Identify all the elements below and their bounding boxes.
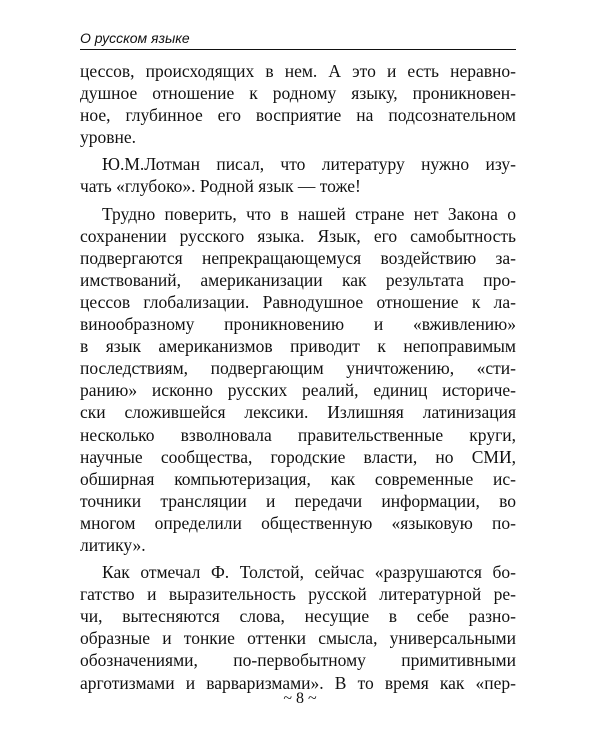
text-line: обширная компьютеризация, как современные ис- [80, 468, 516, 489]
text-line: душное отношение к родному языку, проникновен- [80, 83, 516, 104]
text-line: научные сообщества, городские власти, но СМИ, [80, 446, 516, 467]
header-rule [80, 49, 516, 50]
text-line: ное, глубинное его восприятие на подсознательном [80, 105, 516, 126]
text-line: многом определили общественную «языковую по- [80, 512, 516, 533]
text-line: обозначениями, по-первобытному примитивными [80, 650, 516, 671]
text-line: несколько взволновала правительственные круги, [80, 424, 516, 445]
text-line: ски сложившейся лексики. Излишняя латинизация [80, 402, 516, 423]
text-line: литику». [80, 534, 146, 555]
text-line: Ю.М.Лотман писал, что литературу нужно изу- [102, 154, 516, 175]
text-line: сохранении русского языка. Язык, его самобытность [80, 225, 516, 246]
text-line: Как отмечал Ф. Толстой, сейчас «разрушаются бо- [102, 562, 516, 583]
text-line: гатство и выразительность русской литературной ре- [80, 584, 516, 605]
text-line: образные и тонкие оттенки смысла, универсальными [80, 628, 516, 649]
text-line: цессов глобализации. Равнодушное отношение к ла- [80, 291, 516, 312]
page-number: ~ 8 ~ [283, 690, 317, 707]
text-line: уровне. [80, 127, 137, 148]
text-line: последствиям, подвергающим уничтожению, «сти- [80, 358, 516, 379]
text-line: Трудно поверить, что в нашей стране нет Закона о [102, 203, 516, 224]
text-line: точники трансляции и передачи информации, во [80, 490, 516, 511]
text-line: цессов, происходящих в нем. А это и есть неравно- [80, 61, 516, 81]
text-line: ранию» исконно русских реалий, единиц историче- [80, 380, 516, 401]
text-line: имствований, американизации как результата про- [80, 269, 516, 290]
text-line: арготизмами и варваризмами». В то время как «пер- [80, 672, 516, 693]
body-text [80, 60, 516, 694]
text-line: винообразному проникновению и «вживлению» [80, 314, 516, 335]
text-line: чи, вытесняются слова, несущие в себе разно- [80, 606, 516, 627]
running-title: О русском языке [80, 30, 190, 46]
text-line: в язык американизмов приводит к непоправимым [80, 336, 516, 357]
text-line: чать «глубоко». Родной язык — тоже! [80, 176, 361, 197]
text-line: подвергаются непрекращающемуся воздействию за- [80, 247, 516, 268]
